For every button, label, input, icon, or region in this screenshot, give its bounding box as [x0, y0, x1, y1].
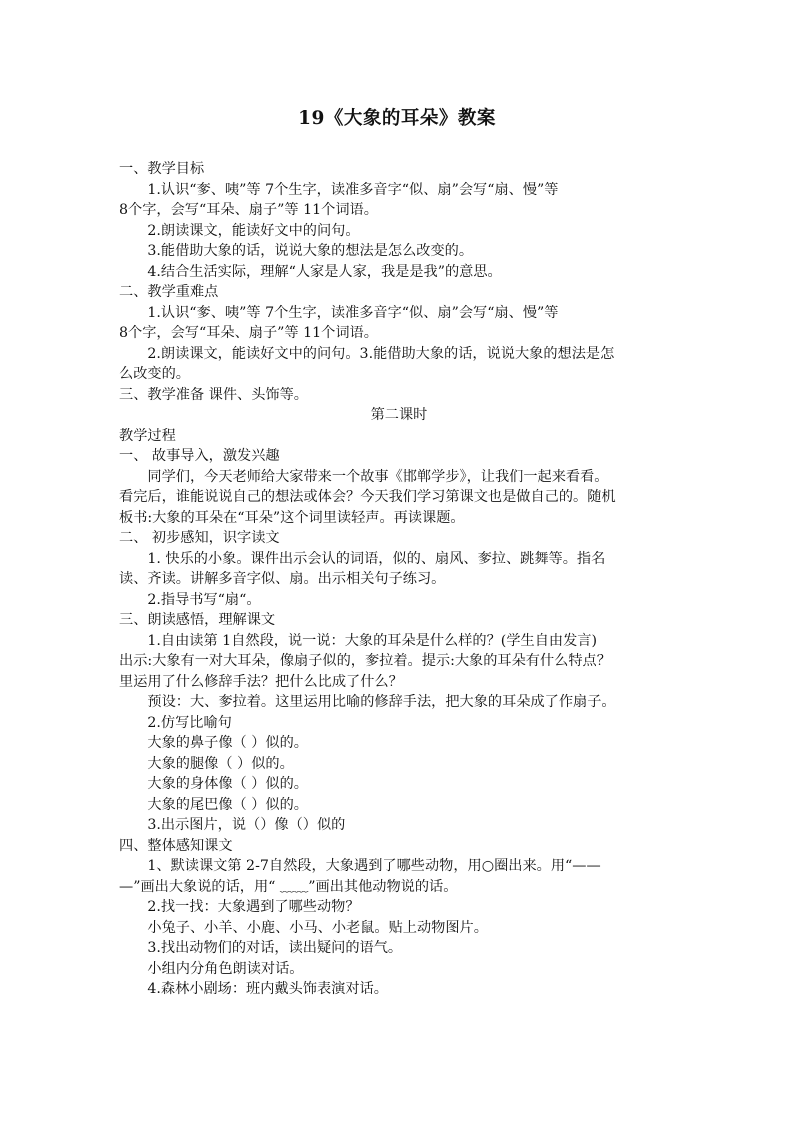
text-line: 2.朗读课文，能读好文中的问句。 — [147, 222, 360, 239]
text-line: 1、默读课文第 2-7自然段，大象遇到了哪些动物，用○圈出来。用“—— — [147, 858, 601, 874]
text-line: 大象的尾巴像（ ）似的。 — [147, 796, 308, 813]
text-line: 大象的腿像（ ）似的。 — [147, 755, 294, 772]
text-line: 小兔子、小羊、小鹿、小马、小老鼠。贴上动物图片。 — [147, 919, 488, 936]
document-body — [119, 159, 679, 1000]
text-line: 大象的鼻子像（ ）似的。 — [147, 735, 308, 751]
text-line: 同学们，今天老师给大家带来一个故事《邯郸学步》，让我们一起来看看。 — [147, 468, 609, 485]
text-line: 8个字，会写“耳朵、扇子”等 11个词语。 — [119, 202, 378, 218]
text-line: 1.认识“奓、咦”等 7个生字，读准多音字“似、扇”会写“扇、慢”等 — [147, 304, 559, 321]
text-line: 里运用了什么修辞手法？把什么比成了什么？ — [119, 673, 403, 690]
text-line: 3.出示图片，说（）像（）似的 — [147, 817, 346, 833]
section-heading: 二、教学重难点 — [119, 284, 219, 300]
text-line: 小组内分角色朗读对话。 — [147, 960, 304, 977]
text-line: 出示:大象有一对大耳朵，像扇子似的，奓拉着。提示:大象的耳朵有什么特点？ — [119, 653, 611, 669]
text-line: 2.指导书写“扇“。 — [147, 591, 261, 608]
text-line: 板书:大象的耳朵在“耳朵”这个词里读轻声。再读课题。 — [119, 509, 465, 526]
text-line: 么改变的。 — [119, 366, 190, 382]
text-line: 2.朗读课文，能读好文中的问句。3.能借助大象的话，说说大象的想法是怎 — [147, 345, 615, 362]
text-line: 大象的身体像（ ）似的。 — [147, 776, 308, 792]
text-line: 预设：大、奓拉着。这里运用比喻的修辞手法，把大象的耳朵成了作扇子。 — [147, 694, 616, 710]
section-heading: 三、教学准备 课件、头饰等。 — [119, 386, 308, 403]
section-heading: 三、朗读感悟，理解课文 — [119, 612, 276, 628]
text-line: 1.自由读第 1自然段，说一说：大象的耳朵是什么样的？(学生自由发言) — [147, 632, 597, 649]
section-heading: 一、 故事导入，激发兴趣 — [119, 448, 280, 464]
text-line: 4.结合生活实际，理解“人家是人家，我是是我”的意思。 — [147, 263, 502, 280]
lesson-subtitle: 第二课时 — [370, 407, 428, 423]
document-title: 19《大象的耳朵》教案 — [298, 108, 496, 129]
text-line: 8个字，会写“耳朵、扇子”等 11个词语。 — [119, 325, 378, 341]
text-line: 4.森林小剧场：班内戴头饰表演对话。 — [147, 981, 388, 997]
section-heading: 二、 初步感知，识字读文 — [119, 530, 280, 546]
text-line: 2.仿写比喻句 — [147, 714, 232, 731]
section-heading: 教学过程 — [119, 427, 176, 444]
text-line: 3.找出动物们的对话，读出疑问的语气。 — [147, 940, 403, 956]
section-heading: 一、教学目标 — [119, 161, 205, 177]
text-line: 2.找一找：大象遇到了哪些动物？ — [147, 899, 360, 915]
text-line: 1. 快乐的小象。课件出示会认的词语，似的、扇风、奓拉、跳舞等。指名 — [147, 550, 606, 567]
text-line: 看完后，谁能说说自己的想法或体会？今天我们学习第课文也是做自己的。随机 — [119, 489, 616, 505]
text-line: 读、齐读。讲解多音字似、扇。出示相关句子练习。 — [119, 571, 446, 587]
text-line: 3.能借助大象的话，说说大象的想法是怎么改变的。 — [147, 243, 474, 259]
text-line: —”画出大象说的话，用“ ﹏﹏”画出其他动物说的话。 — [119, 878, 458, 895]
text-line: 1.认识“奓、咦”等 7个生字，读准多音字“似、扇”会写“扇、慢”等 — [147, 181, 559, 198]
section-heading: 四、整体感知课文 — [119, 837, 233, 854]
